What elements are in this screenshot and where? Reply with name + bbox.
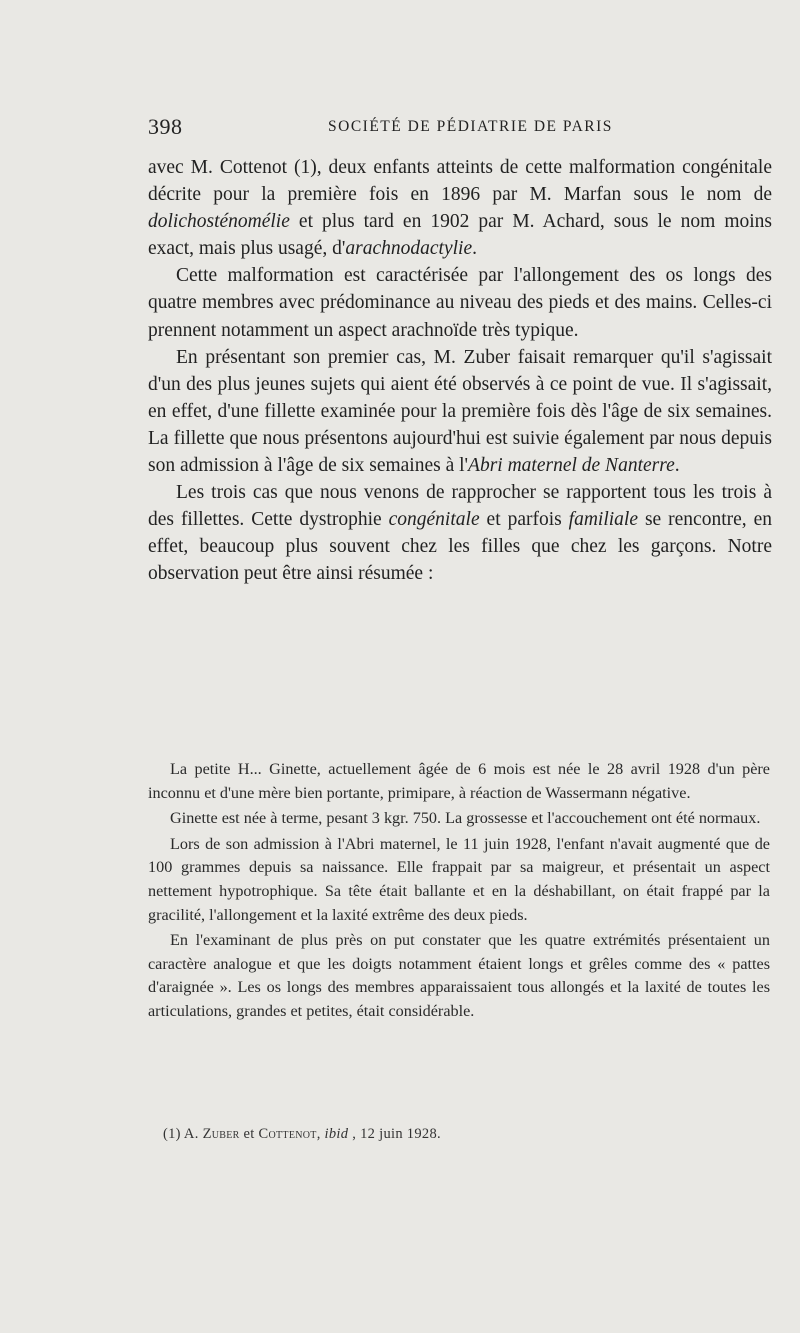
paragraph-4-text-a: Les trois cas que nous venons de rapprocher se rapportent tous les trois à des fillettes. Cette dystrophie	[148, 482, 772, 531]
observation-paragraph-4: En l'examinant de plus près on put constater que les quatre extrémités présentaient un caractère analogue et que les doigts notamment étaient longs et grêles comme des « pattes d'araignée ». Les os longs des membres apparaissaient tous allongés et la laxité de toutes les articulations, grandes et petites, était considérable.	[148, 931, 770, 1020]
paragraph-3	[148, 344, 772, 479]
paragraph-3-text-b: .	[674, 455, 680, 477]
page-number: 398	[148, 114, 183, 139]
term-abri-maternel: Abri maternel de Nanterre	[468, 455, 675, 477]
term-familiale: familiale	[568, 509, 638, 531]
footnote-number: (1) A.	[163, 1126, 203, 1142]
page-header	[148, 114, 788, 144]
paragraph-3-text-a: En présentant son premier cas, M. Zuber faisait remarquer qu'il s'agissait d'un des plus jeunes sujets qui aient été observés à ce point de vue. Il s'agissait, en effet, d'une fillette examinée pour la première fois dès l'âge de six semaines. La fillette que nous présentons aujourd'hui est suivie également par nous depuis son admission à l'âge de six semaines à l'	[148, 346, 772, 477]
term-dolichostenomelie: dolichosténomélie	[148, 211, 290, 233]
footnote	[163, 1124, 763, 1144]
footnote-ibid: ibid	[324, 1126, 349, 1142]
footnote-author-cottenot: Cottenot	[258, 1126, 317, 1142]
paragraph-1-text-b: et plus tard en 1902 par M. Achard, sous le nom moins exact, mais plus usagé, d'	[148, 211, 772, 260]
footnote-separator: ,	[316, 1126, 325, 1142]
observation-text	[148, 758, 770, 1026]
main-text	[148, 154, 772, 588]
running-head: SOCIÉTÉ DE PÉDIATRIE DE PARIS	[328, 118, 613, 135]
paragraph-2: Cette malformation est caractérisée par l'allongement des os longs des quatre membres avec prédominance au niveau des pieds et des mains. Celles-ci prennent notamment un aspect arachnoïde très typique.	[148, 265, 772, 341]
observation-paragraph-1: La petite H... Ginette, actuellement âgée de 6 mois est née le 28 avril 1928 d'un père inconnu et d'une mère bien portante, primipare, à réaction de Wassermann négative.	[148, 760, 770, 802]
term-arachnodactylie: arachnodactylie	[345, 238, 473, 260]
footnote-author-zuber: Zuber	[202, 1126, 240, 1142]
paragraph-1-text-c: .	[472, 238, 477, 260]
observation-paragraph-2: Ginette est née à terme, pesant 3 kgr. 750. La grossesse et l'accouchement ont été normaux.	[170, 809, 761, 828]
footnote-conjunction: et	[239, 1126, 259, 1142]
term-congenitale: congénitale	[388, 509, 480, 531]
paragraph-4-text-b: et parfois	[479, 509, 569, 531]
observation-paragraph-3: Lors de son admission à l'Abri maternel, le 11 juin 1928, l'enfant n'avait augmenté que de 100 grammes depuis sa naissance. Elle frappait par sa maigreur, et présentait un aspect nettement hypotrophique. Sa tête était ballante et en la déshabillant, on était frappé par la gracilité, l'allongement et la laxité extrême des deux pieds.	[148, 834, 770, 924]
paragraph-1	[148, 154, 772, 262]
paragraph-4	[148, 479, 772, 587]
paragraph-4-text-c: se rencontre, en effet, beaucoup plus souvent chez les filles que chez les garçons. Notre observation peut être ainsi résumée :	[148, 509, 772, 585]
footnote-date: , 12 juin 1928.	[348, 1126, 441, 1142]
paragraph-1-text-a: avec M. Cottenot (1), deux enfants atteints de cette malformation congénitale décrite pour la première fois en 1896 par M. Marfan sous le nom de	[148, 157, 772, 206]
